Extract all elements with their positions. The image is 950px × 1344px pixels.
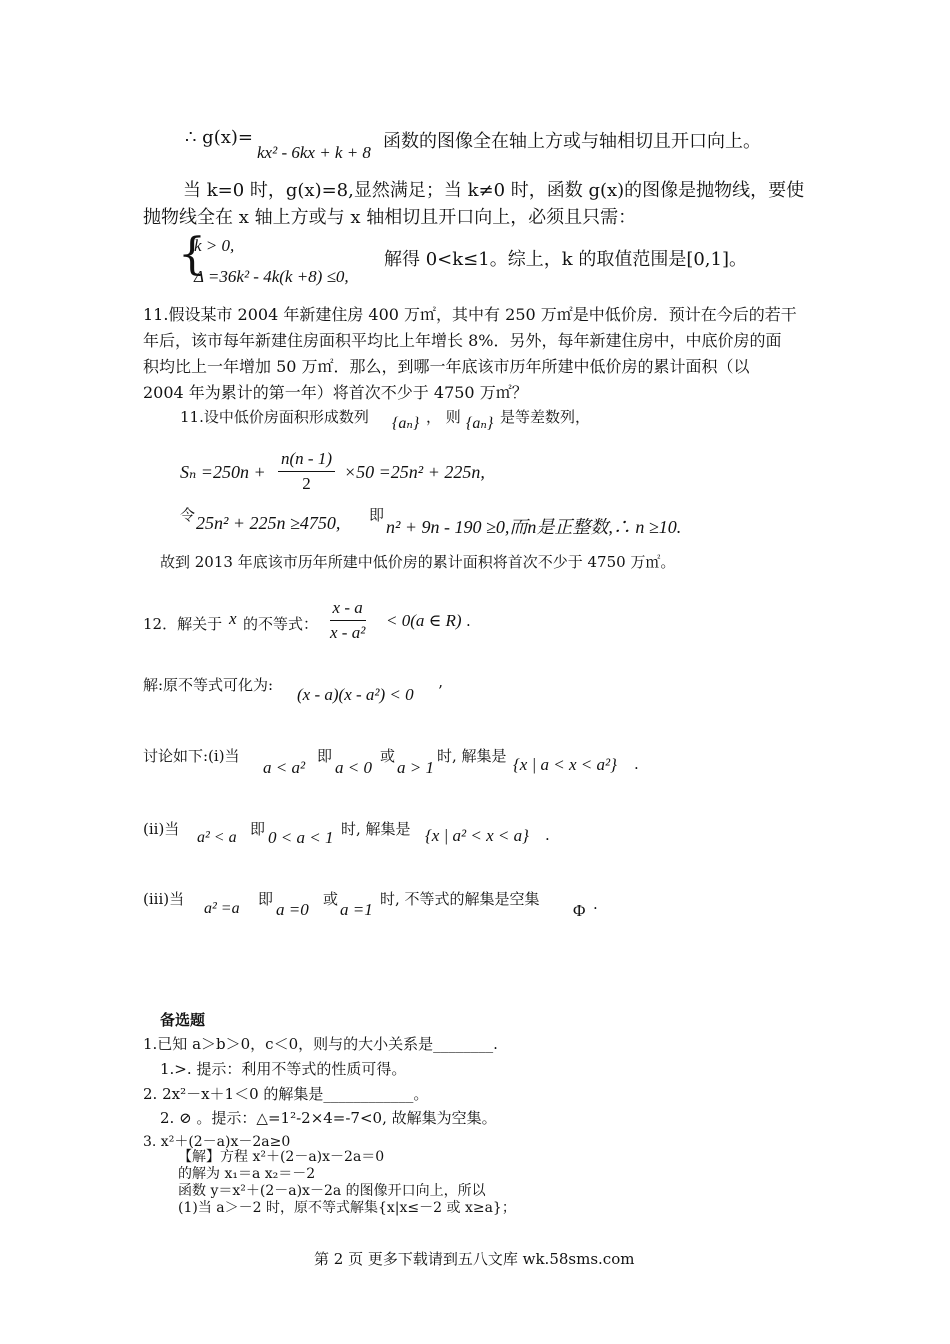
case2-c: 0 < a < 1 [268,828,334,847]
case3-prefix: (iii)当 [143,890,185,908]
case1-prefix: 讨论如下:(i)当 [143,747,240,765]
q12-tail: < 0(a ∈ R) [386,611,462,630]
a11-sn-lhs: Sₙ =250n + [180,462,266,482]
sol-prefix: 解:原不等式可化为: [143,676,274,694]
a11-end: 是等差数列， [500,408,591,426]
case2-ji: 即 [250,820,266,838]
case1-condition: a < a² [263,758,306,777]
extra-a3-line1: 【解】方程 x²＋(2－a)x－2a＝0 [178,1149,385,1165]
a11-sn-rhs: ×50 =25n² + 225n, [344,462,485,482]
extra-q3: 3. x²＋(2－a)x－2a≥0 [143,1134,291,1150]
extra-a1: 1.>. 提示：利用不等式的性质可得。 [160,1060,407,1078]
a11-ling: 令 [180,506,196,524]
q11-line2: 年后，该市每年新建住房面积平均比上年增长 8%．另外，每年新建住房中，中底价房的面 [143,331,782,350]
case3-dot: . [593,895,598,913]
q12-numerator: x - a [330,598,366,621]
q12-fraction [327,598,368,643]
sol-comma: ’ [438,682,443,700]
q11-line3: 积均比上一年增加 50 万㎡．那么，到哪一年底该市历年所建中低价房的累计面积（以 [143,357,750,376]
extra-q2: 2. 2x²－x＋1＜0 的解集是____________。 [143,1085,429,1103]
q12-mid: 的不等式： [243,615,319,633]
case3-c1: a =0 [276,900,309,919]
case2-prefix: (ii)当 [143,820,180,838]
gx-prefix: ∴ g(x)= [185,127,253,148]
case1-dot: . [634,755,639,773]
case3-condition: a² =a [204,900,240,917]
a11-ineq1: 25n² + 225n ≥4750, [196,513,341,533]
extra-a3-line3: 函数 y＝x²＋(2－a)x－2a 的图像开口向上，所以 [178,1183,486,1199]
gx-line [185,127,253,148]
a11-ineq2: n² + 9n - 190 ≥0,而n是正整数,∴ n ≥10. [386,517,682,537]
case1-huo: 或 [380,747,396,765]
case2-text: 时, 解集是 [341,820,411,838]
case3-c2: a =1 [340,900,373,919]
extra-a3-line4: (1)当 a＞－2 时，原不等式解集{x|x≤－2 或 x≥a}； [178,1200,516,1216]
extra-a3-line2: 的解为 x₁＝a x₂＝－2 [178,1166,316,1182]
a11-sn-frac [278,449,335,494]
a11-sn-numerator: n(n - 1) [278,449,335,472]
case3-text: 时, 不等式的解集是空集 [380,890,540,908]
system-row-1: k > 0, [194,236,235,255]
a11-intro: 11.设中低价房面积形成数列 [180,408,369,426]
case1-ji: 即 [317,747,333,765]
a11-ji: 即 [369,506,385,524]
a11-conclusion: 故到 2013 年底该市历年所建中低价房的累计面积将首次不少于 4750 万㎡。 [160,553,676,571]
case3-huo: 或 [323,890,339,908]
system-result: 解得 0<k≤1。综上，k 的取值范围是[0,1]。 [384,249,747,270]
q11-line4: 2004 年为累计的第一年）将首次不少于 4750 万㎡？ [143,383,528,402]
extra-a2: 2. ⊘ 。提示：△=1²-2×4=-7<0, 故解集为空集。 [160,1109,497,1127]
case1-set: {x | a < x < a²} [513,755,617,774]
a11-mid: ， 则 [426,408,461,426]
gx-description: 函数的图像全在轴上方或与轴相切且开口向上。 [383,131,761,152]
page-footer: 第 2 页 更多下载请到五八文库 wk.58sms.com [314,1250,635,1268]
case2-condition: a² < a [197,829,237,846]
a11-sn-denominator: 2 [302,474,311,493]
extra-q1: 1.已知 a＞b＞0，c＜0，则与的大小关系是________. [143,1035,498,1053]
sol-expression: (x - a)(x - a²) < 0 [297,685,414,704]
q12-dot: . [466,612,471,630]
a11-seq-1: {aₙ} [392,415,420,432]
a11-seq-2: {aₙ} [466,415,494,432]
case1-c1: a < 0 [335,758,372,777]
q11-line1: 11.假设某市 2004 年新建住房 400 万㎡，其中有 250 万㎡是中低价房．预计在今后的若干 [143,305,797,324]
gx-expression: kx² - 6kx + k + 8 [257,143,371,162]
extra-title: 备选题 [160,1011,206,1029]
q12-denominator: x - a² [330,623,366,642]
system-brace: { [178,229,206,280]
q12-x: x [229,609,237,628]
case3-phi: Φ [573,901,586,920]
case2-dot: . [545,826,550,844]
para2-line2: 抛物线全在 x 轴上方或与 x 轴相切且开口向上，必须且只需： [143,207,637,228]
case2-set: {x | a² < x < a} [425,826,529,845]
q12-prefix: 12．解关于 [143,615,223,633]
case1-c2: a > 1 [397,758,434,777]
case1-text: 时, 解集是 [437,747,507,765]
case3-ji: 即 [258,890,274,908]
para2-line1: 当 k=0 时，g(x)=8,显然满足；当 k≠0 时，函数 g(x)的图像是抛物线，要使 [183,180,805,201]
system-row-2: Δ =36k² - 4k(k +8) ≤0, [194,267,349,286]
